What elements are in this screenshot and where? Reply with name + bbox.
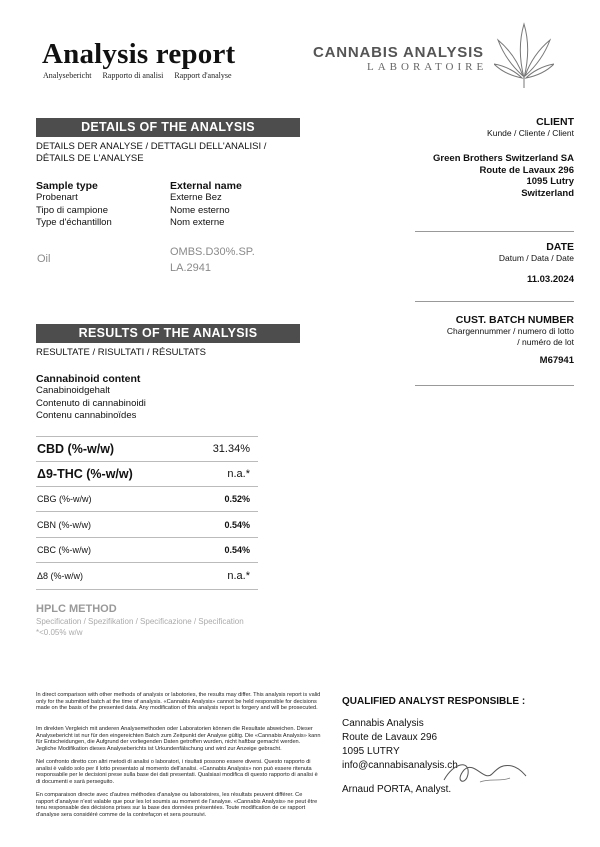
result-label-d8: Δ8 (%-w/w) xyxy=(37,571,84,581)
sample-type-label: Sample type xyxy=(36,180,98,192)
client-line: 1095 Lutry xyxy=(526,176,574,187)
external-name-de: Externe Bez xyxy=(170,192,222,203)
row-divider xyxy=(36,486,258,487)
divider xyxy=(415,301,574,302)
details-subtitle-line: DÉTAILS DE L'ANALYSE xyxy=(36,152,144,164)
subtitle-fr: Rapport d'analyse xyxy=(174,71,232,80)
result-value-cbd: 31.34% xyxy=(212,443,250,455)
results-subtitle: RESULTATE / RISULTATI / RÉSULTATS xyxy=(36,347,206,358)
result-value-thc: n.a.* xyxy=(227,468,250,480)
results-banner: RESULTS OF THE ANALYSIS xyxy=(36,324,300,343)
batch-block xyxy=(378,314,574,367)
date-sub: Datum / Data / Date xyxy=(498,253,574,263)
client-sub: Kunde / Cliente / Client xyxy=(487,128,574,138)
batch-sub: / numéro de lot xyxy=(517,337,574,347)
client-line: Green Brothers Switzerland SA xyxy=(433,153,574,164)
batch-label: CUST. BATCH NUMBER xyxy=(455,314,574,326)
sample-type-block xyxy=(36,180,112,230)
client-line: Switzerland xyxy=(521,187,574,199)
sample-type-it: Tipo di campione xyxy=(36,204,108,216)
result-label-cbc: CBC (%-w/w) xyxy=(37,545,91,555)
sample-type-value: Oil xyxy=(37,253,51,265)
analyst-line: Cannabis Analysis xyxy=(342,718,424,729)
divider xyxy=(415,231,574,232)
logo-sub: LABORATOIRE xyxy=(367,61,488,73)
client-line: Route de Lavaux 296 xyxy=(479,164,574,176)
details-subtitle xyxy=(36,141,266,164)
page-title: Analysis report xyxy=(42,38,236,70)
result-value-cbg: 0.52% xyxy=(224,494,250,504)
cannabis-leaf-icon xyxy=(494,22,554,88)
result-value-cbc: 0.54% xyxy=(224,545,250,555)
row-divider xyxy=(36,589,258,590)
cannabinoid-label: Cannabinoid content xyxy=(36,373,141,385)
row-divider xyxy=(36,562,258,563)
analyst-name: Arnaud PORTA, Analyst. xyxy=(342,784,452,795)
method-sub: Specification / Spezifikation / Specificazione / Specification xyxy=(36,617,244,626)
external-name-value xyxy=(170,244,255,276)
sample-type-fr: Type d'échantillon xyxy=(36,217,112,228)
external-name-label: External name xyxy=(170,180,242,192)
row-divider xyxy=(36,537,258,538)
external-name-it: Nome esterno xyxy=(170,204,230,216)
result-value-d8: n.a.* xyxy=(227,570,250,582)
external-name-value-line: LA.2941 xyxy=(170,262,211,274)
cannabinoid-de: Canabinoidgehalt xyxy=(36,385,110,396)
analyst-email[interactable]: info@cannabisanalysis.ch xyxy=(342,760,458,771)
result-label-thc: Δ9-THC (%-w/w) xyxy=(37,467,133,481)
disclaimer-de: Im direkten Vergleich mit anderen Analysemethoden oder Laboratorien können die Resultate abweichen. Dieser Analysebericht ist nur für den eingereichten Batch zum Zeitpunkt der Analyse gültig. Die «Cannabis Analysis» kann für Entscheidungen, die Aufgrund der vorliegenden Daten getroffen wurden, nicht haftbar gemacht werden. Jegliche Modifikation dieses Analyseberichts ist Urkundenfälschung und wird zur Anzeige gebracht. xyxy=(36,726,321,752)
result-value-cbn: 0.54% xyxy=(224,520,250,530)
client-block xyxy=(378,116,574,199)
analyst-line: 1095 LUTRY xyxy=(342,746,400,757)
cannabinoid-block xyxy=(36,373,146,423)
logo-name: CANNABIS ANALYSIS xyxy=(313,44,484,61)
cannabinoid-fr: Contenu cannabinoïdes xyxy=(36,410,137,421)
result-label-cbd: CBD (%-w/w) xyxy=(37,442,115,456)
client-label: CLIENT xyxy=(536,116,574,128)
row-divider xyxy=(36,436,258,437)
method-label: HPLC METHOD xyxy=(36,603,117,615)
result-label-cbg: CBG (%-w/w) xyxy=(37,494,92,504)
details-banner: DETAILS OF THE ANALYSIS xyxy=(36,118,300,137)
title-translations xyxy=(43,71,241,80)
date-value: 11.03.2024 xyxy=(526,274,574,285)
subtitle-de: Analysebericht xyxy=(43,71,92,80)
batch-value: M67941 xyxy=(539,355,574,366)
analyst-line: Route de Lavaux 296 xyxy=(342,732,438,743)
external-name-block xyxy=(170,180,242,230)
external-name-value-line: OMBS.D30%.SP. xyxy=(170,246,255,258)
result-label-cbn: CBN (%-w/w) xyxy=(37,520,91,530)
sample-type-de: Probenart xyxy=(36,192,78,203)
row-divider xyxy=(36,511,258,512)
row-divider xyxy=(36,461,258,462)
date-block xyxy=(378,241,574,286)
analyst-title: QUALIFIED ANALYST RESPONSIBLE : xyxy=(342,696,526,707)
cannabinoid-it: Contenuto di cannabinoidi xyxy=(36,397,146,409)
external-name-fr: Nom externe xyxy=(170,217,225,228)
subtitle-it: Rapporto di analisi xyxy=(102,71,164,80)
date-label: DATE xyxy=(546,241,574,253)
signature-icon xyxy=(440,752,530,792)
divider xyxy=(415,385,574,386)
method-note: *<0.05% w/w xyxy=(36,628,83,637)
disclaimer-it: Nel confronto diretto con altri metodi di analisi o laboratori, i risultati possono essere diversi. Questo rapporto di analisi è valido solo per il lotto presentato al momento dell'analisi. «Cannabis Analysis» non può essere ritenuta responsabile per le decisioni prese sulla base dei dati presentati. Qualsiasi modifica di questo rapporto di analisi è di documenti e sarà perseguito. xyxy=(36,759,318,785)
batch-sub: Chargennummer / numero di lotto xyxy=(446,326,574,336)
details-subtitle-line: DETAILS DER ANALYSE / DETTAGLI DELL'ANALISI / xyxy=(36,141,267,152)
disclaimer-en: In direct comparison with other methods of analysis or labotories, the results may differ. This analysis report is valid only for the submitted batch at the time of analysis. «Cannabis Analysis» cannot be held responsible for decisions made on the basis of the presented data. Any modification of this analysis report is forgery and will be prosecuted. xyxy=(36,692,321,712)
disclaimer-fr: En comparaison directe avec d'autres méthodes d'analyse ou laboratoires, les résultats peuvent différer. Ce rapport d'analyse n'est valable que pour les lot soumis au moment de l'analyse. «Cannabis Analysis» ne peut être tenu responsable des décisions prises sur la base des données présentées. Toute modification de ce rapport d'analyse sera considéré comme de la contrefaçon et sera poursuivi. xyxy=(36,792,318,818)
